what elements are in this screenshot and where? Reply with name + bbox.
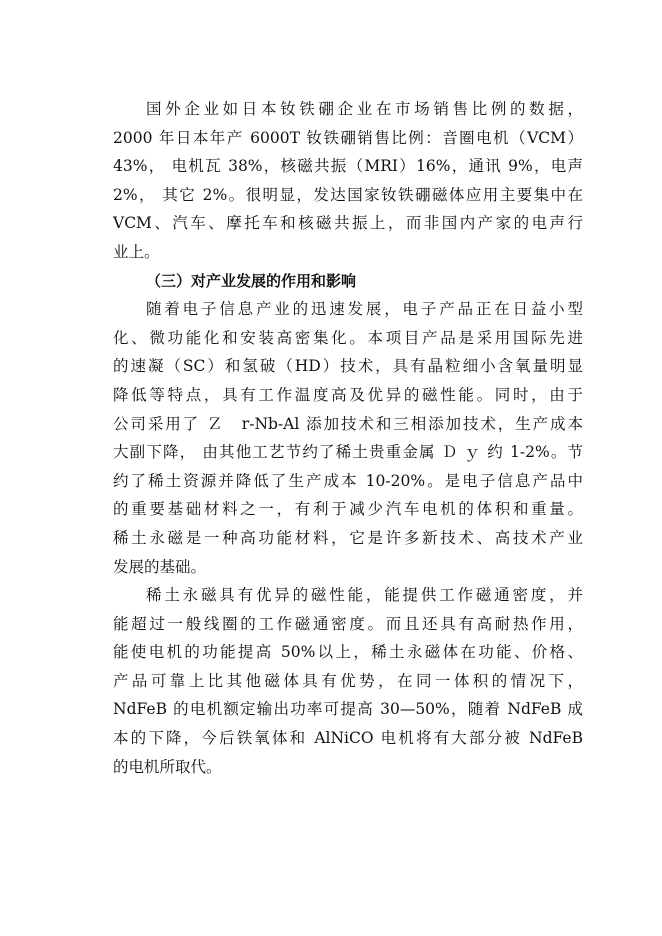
text-line: 业上。 [113, 242, 160, 261]
document-page [113, 95, 583, 781]
text-line: NdFeB 的电机额定输出功率可提高 30—50%，随着 NdFeB 成 [113, 700, 583, 719]
text-line: VCM、汽车、摩托车和核磁共振上，而非国内产家的电声行 [113, 214, 583, 233]
text-line: 大副下降， 由其他工艺节约了稀土贵重金属 Ｄ ｙ 约 1-2%。节 [113, 443, 583, 462]
text-line: 2000 年日本年产 6000T 钕铁硼销售比例：音圈电机（VCM） [113, 128, 583, 147]
text-line: 国外企业如日本钕铁硼企业在市场销售比例的数据， [146, 100, 583, 118]
text-line: 化、微功能化和安装高密集化。本项目产品是采用国际先进 [113, 328, 583, 347]
text-line: 本的下降，今后铁氧体和 AlNiCO 电机将有大部分被 NdFeB [113, 729, 583, 748]
text-line: 随着电子信息产业的迅速发展，电子产品正在日益小型 [146, 300, 583, 319]
text-line: 的速凝（SC）和氢破（HD）技术，具有晶粒细小含氧量明显 [113, 357, 583, 376]
text-line: 的电机所取代。 [113, 757, 222, 776]
text-line: 稀土永磁是一种高功能材料，它是许多新技术、高技术产业 [113, 528, 583, 547]
text-line: 降低等特点，具有工作温度高及优异的磁性能。同时，由于 [113, 385, 583, 404]
section-heading-text: （三）对产业发展的作用和影响 [146, 271, 357, 290]
section-heading [113, 267, 583, 296]
text-line: 发展的基础。 [113, 557, 207, 576]
paragraph-industry-impact [113, 295, 583, 581]
text-line: 的重要基础材料之一，有利于减少汽车电机的体积和重量。 [113, 500, 583, 519]
text-line: 产品可靠上比其他磁体具有优势，在同一体积的情况下， [113, 671, 583, 690]
text-line: 能超过一般线圈的工作磁通密度。而且还具有高耐热作用， [113, 614, 583, 633]
text-line: 2%， 其它 2%。很明显，发达国家钕铁硼磁体应用主要集中在 [113, 185, 583, 204]
text-line: 公司采用了 Ｚ r-Nb-Al 添加技术和三相添加技术，生产成本 [113, 414, 583, 433]
paragraph-magnet-advantages [113, 581, 583, 781]
text-line: 稀土永磁具有优异的磁性能，能提供工作磁通密度，并 [146, 586, 583, 605]
text-line: 约了稀土资源并降低了生产成本 10-20%。是电子信息产品中 [113, 471, 583, 490]
paragraph-market-data [113, 95, 583, 267]
text-line: 43%， 电机瓦 38%，核磁共振（MRI）16%，通讯 9%，电声 [113, 157, 583, 176]
text-line: 能使电机的功能提高 50%以上，稀土永磁体在功能、价格、 [113, 643, 583, 662]
